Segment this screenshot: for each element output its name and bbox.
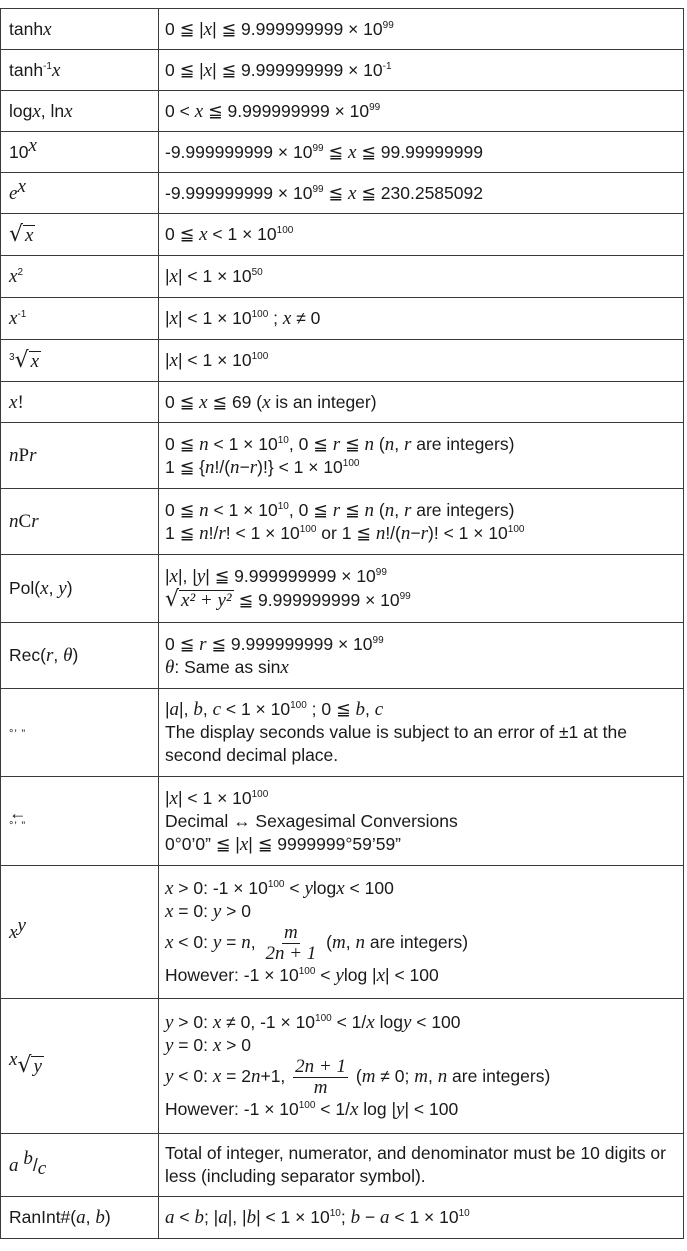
table-row (1, 1134, 684, 1197)
table-row (1, 132, 684, 173)
left-arrow-icon: ← (9, 802, 27, 823)
range-cell: $-9.999999999 \times 10^{99}$ ≦ x ≦ 230.2585092 (159, 173, 684, 214)
function-cell: a $^b/_c$ (1, 1134, 159, 1197)
table-row (1, 50, 684, 91)
function-cell: $^3$√ x (1, 340, 159, 382)
function-cell: nPr (1, 423, 159, 489)
table-row (1, 489, 684, 555)
table-row (1, 999, 684, 1134)
range-cell: 0 ≦ $n < 1 \times 10^{10}$, 0 ≦ r ≦ n (n, r are integers) 1 ≦ $\{n!/(n-r)!\} < 1 \times 10^{100}$ (159, 423, 684, 489)
range-cell: 0 ≦ |x| ≦ $9.999999999 \times 10^{-1}$ (159, 50, 684, 91)
table-row (1, 777, 684, 866)
table-row (1, 382, 684, 423)
function-cell (1, 777, 159, 866)
range-cell: x > 0: $-1 \times 10^{100} < ylogx < 100$ x = 0: y > 0 x < 0: y = n, $\frac{m}{2n + 1}$ (m, n are integers) However: $-1 \times 10^{100} < ylog$ |x| < 100 (159, 866, 684, 999)
table-row (1, 173, 684, 214)
range-cell: 0 < x ≦ $9.999999999 \times 10^{99}$ (159, 91, 684, 132)
table-row (1, 866, 684, 999)
function-cell: $x^y$ (1, 866, 159, 999)
range-cell: $|x| < 1 \times 10^{100}$ ; x ≠ 0 (159, 298, 684, 340)
function-cell: √ x (1, 214, 159, 256)
function-cell: tanhx (1, 9, 159, 50)
function-cell: nCr (1, 489, 159, 555)
function-cell: logx, lnx (1, 91, 159, 132)
square-root-icon: √ (9, 221, 24, 247)
range-cell: 0 ≦ $x < 1 \times 10^{100}$ (159, 214, 684, 256)
range-cell: 0 ≦ |x| ≦ $9.999999999 \times 10^{99}$ (159, 9, 684, 50)
range-cell: 0 ≦ x ≦ 69 (x is an integer) (159, 382, 684, 423)
range-cell: |x|, |y| ≦ $9.999999999 \times 10^{99}$ √ x² + y² ≦ $9.999999999 \times 10^{99}$ (159, 555, 684, 623)
function-cell: $^x$√ y (1, 999, 159, 1134)
function-cell: Rec(r, θ) (1, 623, 159, 689)
range-cell: Total of integer, numerator, and denominator must be 10 digits or less (including separator symbol). (159, 1134, 684, 1197)
table-row (1, 689, 684, 777)
table-row (1, 340, 684, 382)
table-row (1, 298, 684, 340)
table-row (1, 1197, 684, 1239)
table-row (1, 256, 684, 298)
function-cell: $x^{-1}$ (1, 298, 159, 340)
function-cell: $x^2$ (1, 256, 159, 298)
range-cell: a < b; |a|, $|b| < 1 \times 10^{10}$; $b - a < 1 \times 10^{10}$ (159, 1197, 684, 1239)
fraction: $\frac{m}{2n + 1}$ (265, 922, 317, 964)
function-cell (1, 689, 159, 777)
range-cell: 0 ≦ $n < 1 \times 10^{10}$, 0 ≦ r ≦ n (n, r are integers) 1 ≦ n!/r! < $1 \times 10^{100}$ or 1 ≦ n!/(n−r)! < $1 \times 10^{100}$ (159, 489, 684, 555)
range-cell: y > 0: x ≠ 0, $-1 \times 10^{100} < 1/x$ logy < 100 y = 0: x > 0 y < 0: x = 2n+1, $\frac{2n + 1}{m}$ (m ≠ 0; m, n are integers) However: $-1 \times 10^{100} < 1/x$ log |y| < 100 (159, 999, 684, 1134)
function-cell: x! (1, 382, 159, 423)
function-cell: RanInt#(a, b) (1, 1197, 159, 1239)
range-cell: $-9.999999999 \times 10^{99}$ ≦ x ≦ 99.99999999 (159, 132, 684, 173)
function-cell: 10$^x$ (1, 132, 159, 173)
table-row (1, 91, 684, 132)
sexagesimal-symbol: °’ ” (9, 727, 27, 740)
function-cell: Pol(x, y) (1, 555, 159, 623)
function-cell: $e^x$ (1, 173, 159, 214)
range-cell: $|x| < 1 \times 10^{100}$ (159, 340, 684, 382)
table-row (1, 555, 684, 623)
range-cell: $|x| < 1 \times 10^{50}$ (159, 256, 684, 298)
fraction: $\frac{2n + 1}{m}$ (295, 1056, 346, 1098)
root-icon: √ (17, 1053, 32, 1078)
function-cell: $\tanh^{-1}x$ (1, 50, 159, 91)
range-cell: |a|, b, $c < 1 \times 10^{100}$ ; 0 ≦ b, c The display seconds value is subject to an error of ±1 at the second decimal place. (159, 689, 684, 777)
table-row (1, 9, 684, 50)
range-cell: $|x| < 1 \times 10^{100}$ Decimal ↔ Sexagesimal Conversions 0°0’0” ≦ |x| ≦ 9999999°59’59” (159, 777, 684, 866)
cube-root-icon: √ (14, 347, 29, 373)
table-row (1, 623, 684, 689)
square-root-icon: √ (165, 587, 180, 612)
table-row (1, 423, 684, 489)
sexagesimal-symbol: °’ ” (9, 819, 27, 832)
table-row (1, 214, 684, 256)
input-range-table (0, 8, 684, 1239)
range-cell: 0 ≦ r ≦ $9.999999999 \times 10^{99}$ θ: Same as sinx (159, 623, 684, 689)
